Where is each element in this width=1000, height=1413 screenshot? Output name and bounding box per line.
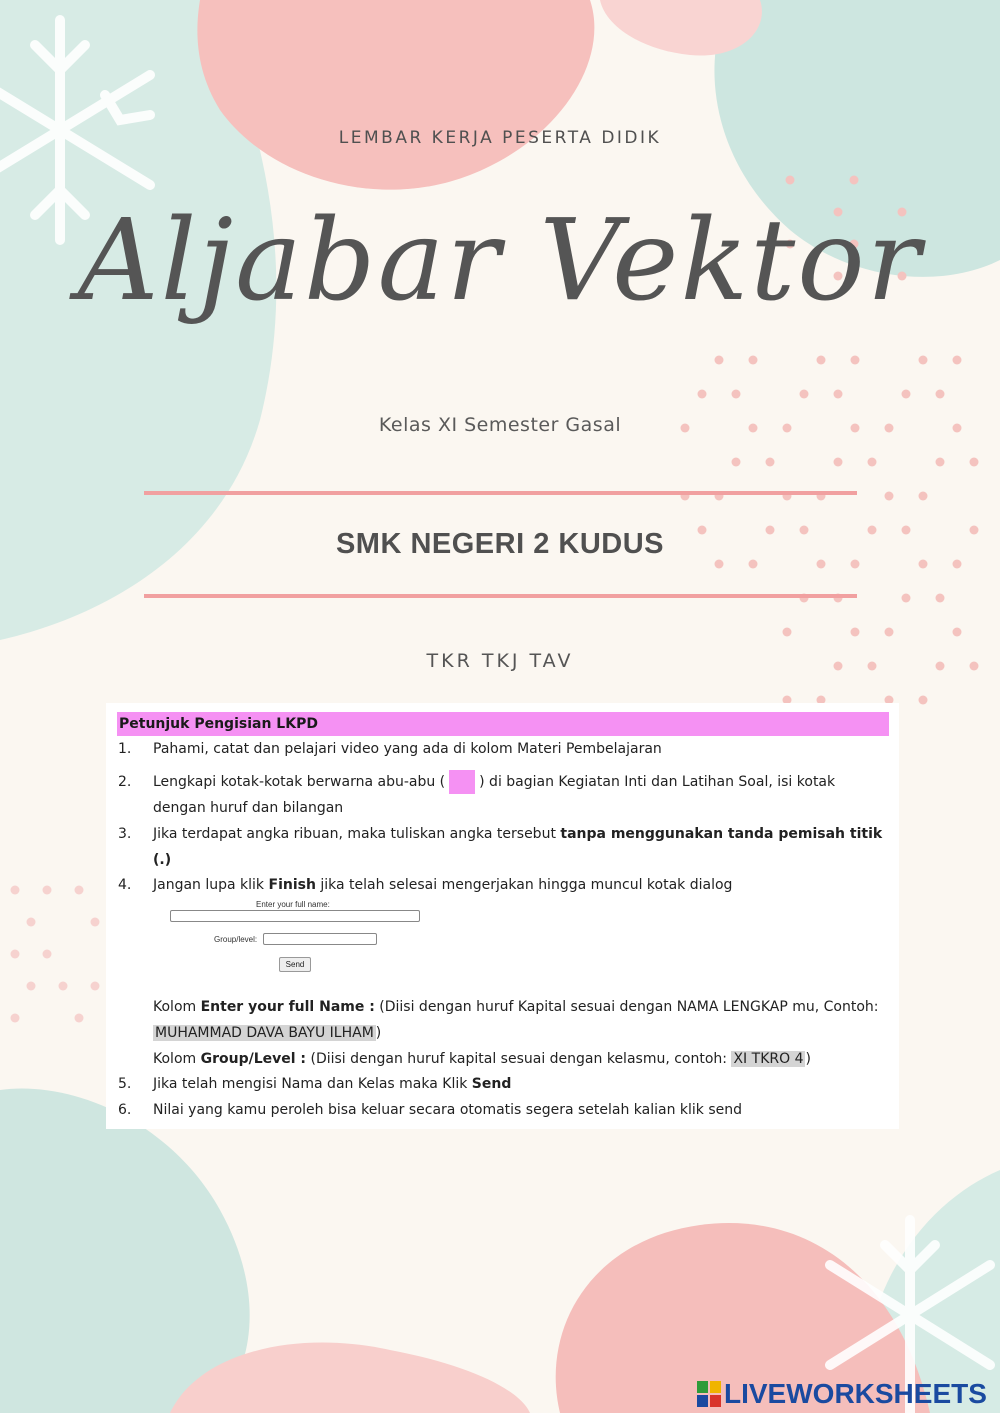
decorative-dot <box>851 356 860 365</box>
decorative-dot <box>43 886 52 895</box>
answer-box-sample <box>449 770 475 794</box>
decorative-dot <box>919 492 928 501</box>
decorative-dot <box>919 696 928 705</box>
dialog-name-label: Enter your full name: <box>256 900 330 909</box>
decorative-dot <box>715 356 724 365</box>
decorative-dot <box>732 390 741 399</box>
decorative-dot <box>27 982 36 991</box>
decorative-dot <box>27 918 36 927</box>
decorative-dot <box>834 390 843 399</box>
decorative-dot <box>786 176 795 185</box>
decorative-dot <box>868 458 877 467</box>
dialog-send-button: Send <box>279 957 311 972</box>
decorative-dot <box>953 356 962 365</box>
decorative-dot <box>75 886 84 895</box>
decorative-dot <box>91 982 100 991</box>
decorative-dot <box>834 458 843 467</box>
decorative-dot <box>885 628 894 637</box>
divider <box>144 594 857 598</box>
decorative-dot <box>43 950 52 959</box>
school-name: SMK NEGERI 2 KUDUS <box>335 528 665 560</box>
decorative-dot <box>936 594 945 603</box>
decorative-dot <box>766 458 775 467</box>
decorative-dot <box>902 594 911 603</box>
worksheet-subtitle: LEMBAR KERJA PESERTA DIDIK <box>338 128 662 148</box>
decorative-dot <box>732 458 741 467</box>
decorative-dot <box>850 176 859 185</box>
divider <box>144 491 857 495</box>
decorative-dot <box>11 950 20 959</box>
decorative-dot <box>91 918 100 927</box>
liveworksheets-logo[interactable] <box>696 1377 987 1411</box>
instructions-panel: Petunjuk Pengisian LKPD 1. Pahami, catat dan pelajari video yang ada di kolom Materi Pembelajaran 2. Lengkapi kotak-kotak berwarna abu-abu ( ) di bagian Kegiatan Inti dan Latihan Soal, isi kotak dengan huruf dan bilangan 3. Jika terdapat angka ribuan, maka tuliskan angka tersebut tanpa menggunakan tanda pemisah titik (.) 4. Jangan lupa klik Finish jika telah selesai mengerjakan hingga muncul kotak dialog Enter your full name: Group/level: Send Kolom Enter your full Name : (Diisi dengan huruf Kapital sesuai dengan NAMA LENGKAP mu, Contoh: MUHAMMAD DAVA BAYU ILHAM ) Kolom Group/Level : (Diisi dengan huruf kapital sesuai dengan kelasmu, contoh: XI TKRO 4 ) 5. Jika telah mengisi Nama dan Kelas maka Klik Send 6. Nilai yang kamu peroleh bisa keluar secara otomatis segera setelah kalian klik send <box>106 703 899 1129</box>
decorative-dot <box>749 356 758 365</box>
decorative-dot <box>936 458 945 467</box>
decorative-dot <box>59 982 68 991</box>
decorative-dot <box>902 390 911 399</box>
decorative-dot <box>851 628 860 637</box>
decorative-dot <box>970 458 979 467</box>
instructions-heading: Petunjuk Pengisian LKPD <box>117 712 889 736</box>
decorative-dot <box>936 390 945 399</box>
dialog-name-field <box>170 910 420 922</box>
liveworksheets-logo-icon <box>696 1380 722 1408</box>
liveworksheets-logo-text: LIVEWORKSHEETS <box>724 1378 987 1409</box>
class-semester: Kelas XI Semester Gasal <box>378 414 622 436</box>
dialog-group-label: Group/level: <box>214 935 258 944</box>
decorative-dot <box>817 356 826 365</box>
dialog-group-field <box>263 933 377 945</box>
decorative-dot <box>11 886 20 895</box>
decorative-dot <box>698 390 707 399</box>
decorative-dot <box>885 492 894 501</box>
decorative-dot <box>919 356 928 365</box>
majors: TKR TKJ TAV <box>426 650 574 672</box>
decorative-dot <box>11 1014 20 1023</box>
page-title: Aljabar Vektor <box>77 196 923 326</box>
decorative-dot <box>800 390 809 399</box>
decorative-dot <box>783 628 792 637</box>
decorative-dot <box>953 628 962 637</box>
decorative-dot <box>75 1014 84 1023</box>
